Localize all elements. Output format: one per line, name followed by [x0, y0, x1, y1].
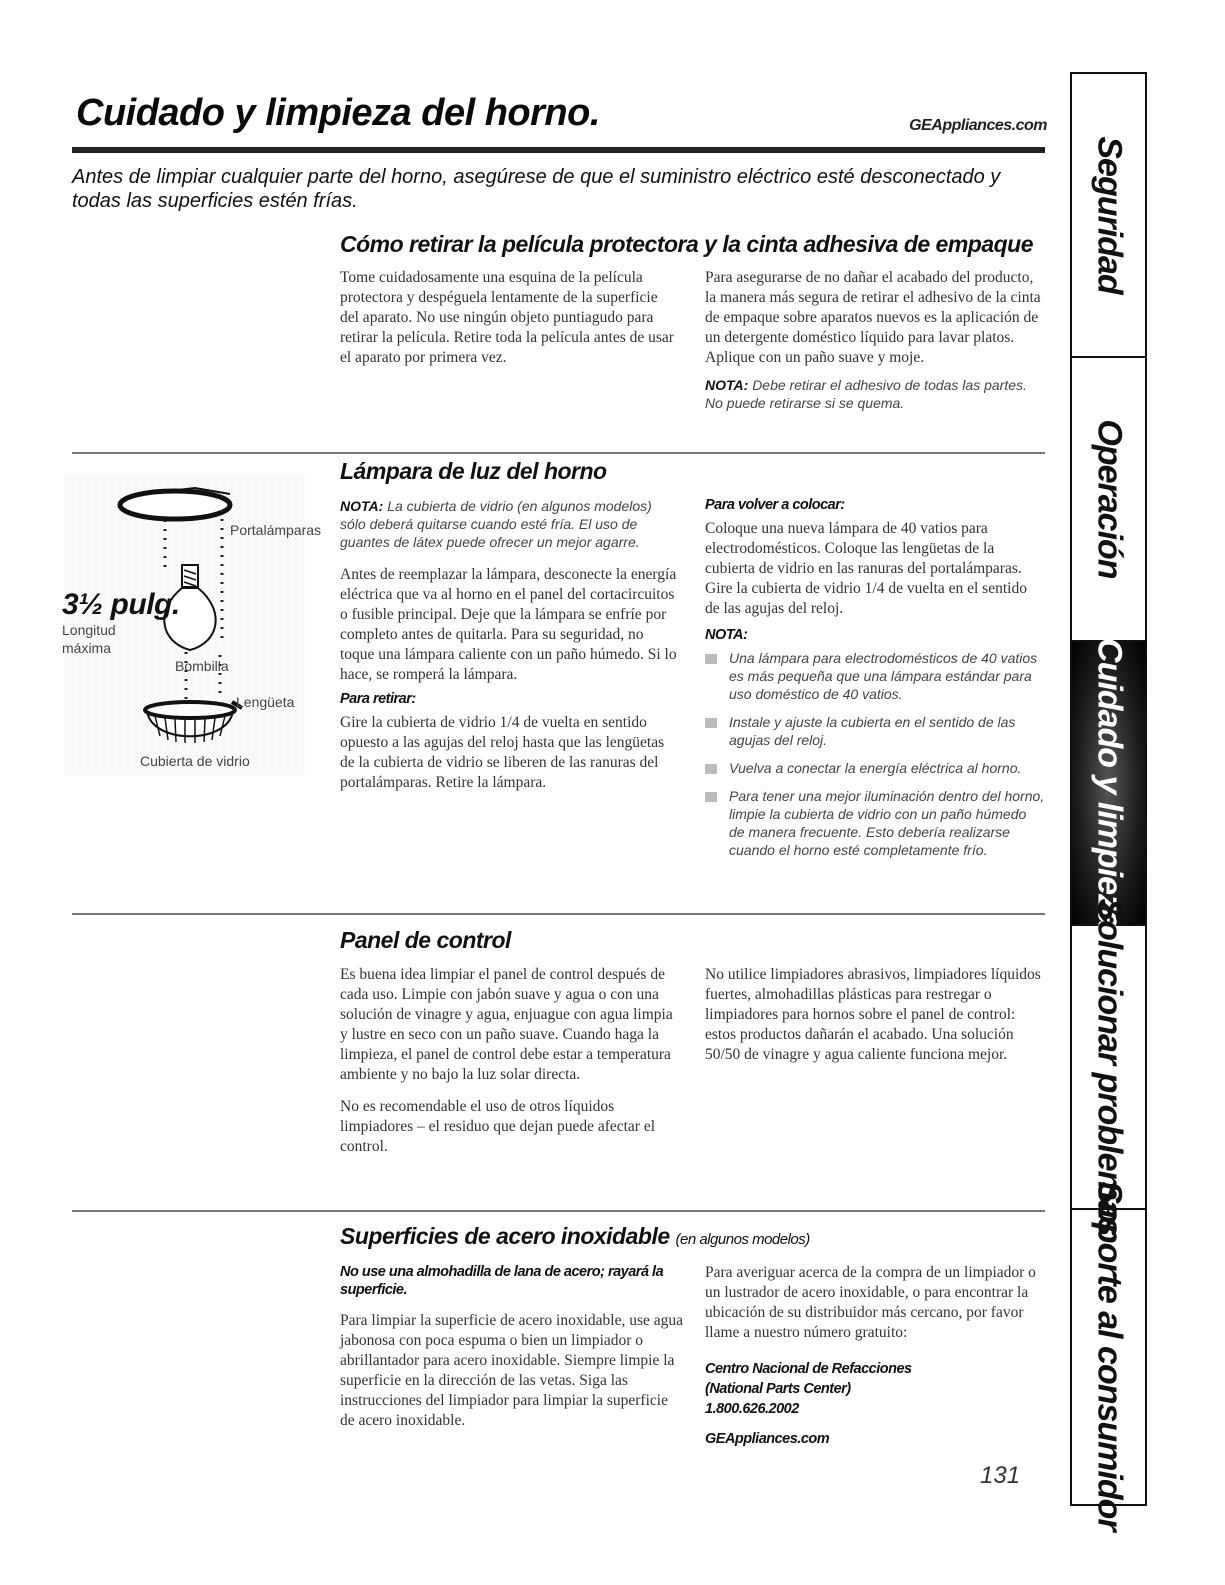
section-divider: [72, 452, 1045, 454]
control-right-text: No utilice limpiadores abrasivos, limpiadores líquidos fuertes, almohadillas plásticas para restregar o limpiadores para hornos sobre el panel de control: estos productos dañarán el acabado. Una solución 50/50 de vinagre y agua caliente funciona mejor.: [705, 966, 1041, 1063]
size-caption-1: Longitud: [62, 622, 116, 638]
steel-heading-text: Superficies de acero inoxidable: [340, 1223, 670, 1249]
section-tabs: [1070, 72, 1147, 1531]
page-number: 131: [980, 1462, 1021, 1489]
tab-seguridad[interactable]: [1072, 74, 1145, 358]
steel-left-text: Para limpiar la superficie de acero inoxidable, use agua jabonosa con poca espuma o bien un limpiador o abrillantador para acero inoxidable. Siempre limpie la superficie en la dirección de las vetas. Siga las instrucciones del limpiador para limpiar la superficie de acero inoxidable.: [340, 1312, 684, 1429]
film-note: [705, 376, 1045, 412]
parts-website-link[interactable]: GEAppliances.com: [705, 1431, 830, 1447]
film-heading: Cómo retirar la película protectora y la cinta adhesiva de empaque: [340, 231, 1034, 257]
intro-text: Antes de limpiar cualquier parte del horno, asegúrese de que el suministro eléctrico esté desconectado y todas las superficies estén frías.: [72, 166, 1001, 212]
steel-heading: [340, 1223, 810, 1250]
socket-shape: [120, 491, 230, 519]
lamp-note-label: NOTA:: [340, 498, 384, 514]
film-note-text: Debe retirar el adhesivo de todas las partes. No puede retirarse si se quema.: [705, 377, 1027, 411]
tab-label: Seguridad: [1090, 136, 1128, 294]
section-divider: [72, 913, 1045, 915]
replace-heading: Para volver a colocar:: [705, 497, 845, 513]
steel-heading-note: (en algunos modelos): [675, 1231, 810, 1248]
parts-center-line-2: (National Parts Center): [705, 1381, 851, 1397]
title-divider: [72, 147, 1045, 153]
size-label: 3½ pulg.: [62, 588, 180, 621]
film-left-text: Tome cuidadosamente una esquina de la película protectora y despéguela lentamente de la superficie del aparato. No use ningún objeto puntiagudo para retirar la película. Retire toda la película antes de usar el aparato por primera vez.: [340, 269, 674, 366]
lamp-heading: Lámpara de luz del horno: [340, 458, 607, 484]
tab-cuidado-y-limpieza[interactable]: [1072, 638, 1145, 928]
control-left-text-1: Es buena idea limpiar el panel de control después de cada uso. Limpie con jabón suave y agua o con una solución de vinagre y agua, enjuague con agua limpia y lustre en seco con un paño suave. Cuando haga la limpieza, el panel de control debe estar a temperatura ambiente y no bajo la luz solar directa.: [340, 966, 673, 1083]
bulb-label: Bombilla: [175, 658, 229, 674]
lamp-bullet: Una lámpara para electrodomésticos de 40 vatios es más pequeña que una lámpara estándar para uso doméstico de 40 vatios.: [705, 649, 1045, 703]
film-right-text: Para asegurarse de no dañar el acabado del producto, la manera más segura de retirar el adhesivo de la cinta de empaque sobre aparatos nuevos es la aplicación de un detergente doméstico líquido para lavar platos. Aplique con un paño suave y moje.: [705, 269, 1041, 366]
tab-label: Solucionar problemas: [1090, 898, 1128, 1236]
remove-text: Gire la cubierta de vidrio 1/4 de vuelta en sentido opuesto a las agujas del reloj hasta que las lengüetas de la cubierta de vidrio se liberen de las ranuras del portalámparas. Retire la lámpara.: [340, 714, 665, 791]
remove-heading: Para retirar:: [340, 691, 416, 707]
tab-operacion[interactable]: [1072, 358, 1145, 642]
lamp-bullet: Instale y ajuste la cubierta en el sentido de las agujas del reloj.: [705, 713, 1045, 749]
replace-text: Coloque una nueva lámpara de 40 vatios para electrodomésticos. Coloque las lengüetas de la cubierta de vidrio en las ranuras del portalámparas. Gire la cubierta de vidrio 1/4 de vuelta en el sentido de las agujas del reloj.: [705, 520, 1027, 617]
socket-label: Portalámparas: [230, 522, 322, 538]
tab-label: Soporte al consumidor: [1090, 1181, 1128, 1531]
section-divider: [72, 1210, 1045, 1212]
lamp-bullet: Vuelva a conectar la energía eléctrica al horno.: [705, 759, 1045, 777]
control-left-text-2: No es recomendable el uso de otros líquidos limpiadores – el residuo que dejan puede afectar el control.: [340, 1098, 656, 1155]
film-note-label: NOTA:: [705, 377, 749, 393]
lamp-bullet: Para tener una mejor iluminación dentro del horno, limpie la cubierta de vidrio con un paño húmedo de manera frecuente. Esto debería realizarse cuando el horno esté completamente frío.: [705, 787, 1045, 859]
parts-center-line-1: Centro Nacional de Refacciones: [705, 1361, 912, 1377]
tab-solucionar-problemas[interactable]: [1072, 898, 1145, 1236]
lamp-diagram: [60, 470, 320, 780]
tab-label: Operación: [1090, 419, 1128, 579]
control-heading: Panel de control: [340, 927, 511, 953]
tab-label: Lengüeta: [236, 694, 295, 710]
steel-warning: No use una almohadilla de lana de acero; rayará la superficie.: [340, 1264, 664, 1298]
parts-center-phone[interactable]: 1.800.626.2002: [705, 1401, 799, 1417]
lamp-note: [340, 497, 680, 551]
tab-label: Cuidado y limpieza: [1090, 638, 1128, 928]
tab-soporte-al-consumidor[interactable]: [1072, 1181, 1145, 1531]
steel-right-text: Para averiguar acerca de la compra de un limpiador o un lustrador de acero inoxidable, o para encontrar la ubicación de su distribuidor más cercano, por favor llame a nuestro número gratuito:: [705, 1264, 1036, 1341]
lamp-intro-text: Antes de reemplazar la lámpara, desconecte la energía eléctrica que va al horno en el panel del cortacircuitos o fusible principal. Deje que la lámpara se enfríe por completo antes de quitarla. Para su seguridad, no toque una lámpara caliente con un paño húmedo. Si lo hace, se romperá la lámpara.: [340, 566, 677, 683]
website-link[interactable]: GEAppliances.com: [909, 117, 1047, 134]
page-title: Cuidado y limpieza del horno.: [76, 92, 600, 134]
lamp-note-text: La cubierta de vidrio (en algunos modelos) sólo deberá quitarse cuando esté fría. El uso de guantes de látex puede ofrecer un mejor agarre.: [340, 498, 652, 550]
cover-label: Cubierta de vidrio: [140, 753, 250, 769]
size-caption-2: máxima: [62, 640, 112, 656]
bullets-label: NOTA:: [705, 627, 748, 643]
